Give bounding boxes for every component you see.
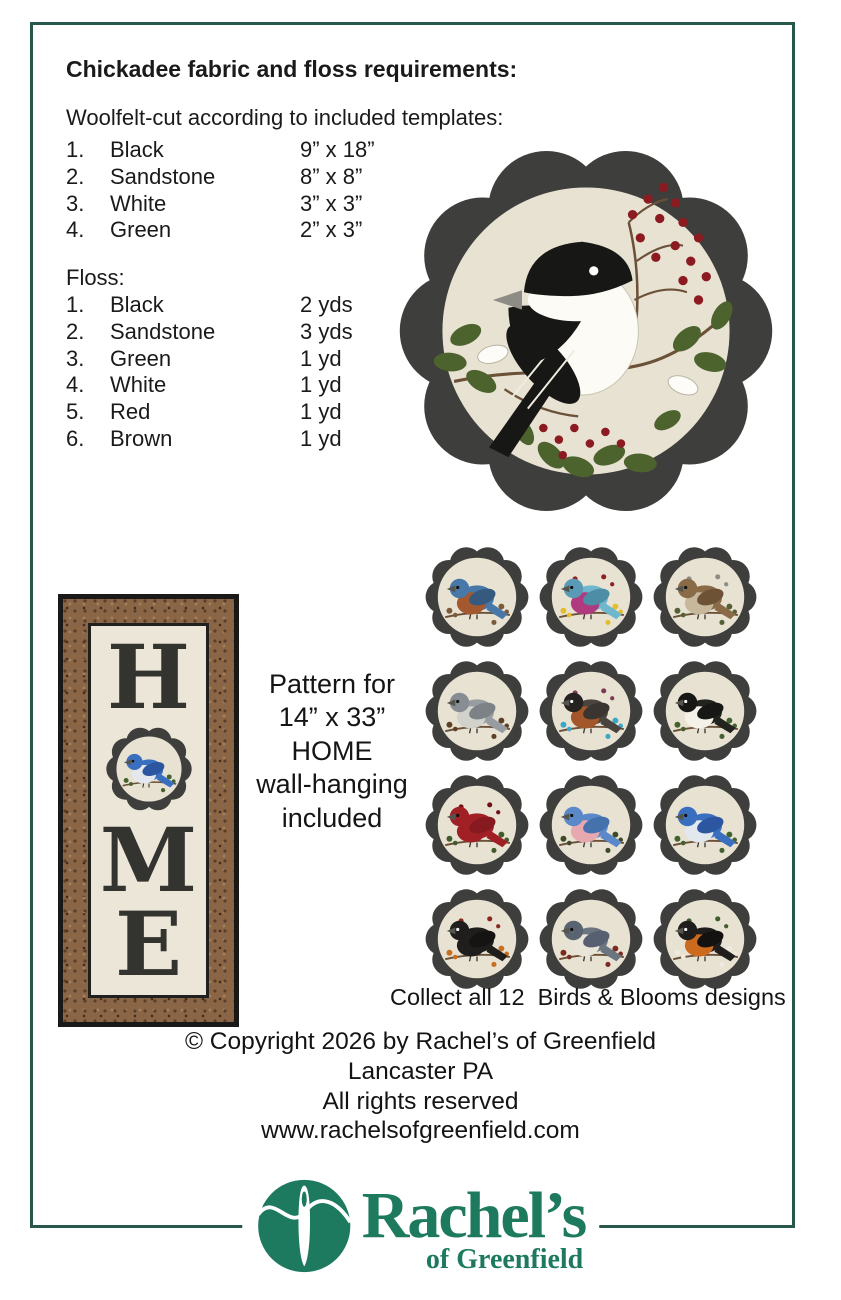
medallion-cardinal-icon <box>424 772 530 878</box>
brand-logo <box>242 1178 600 1274</box>
pattern-note-line: HOME <box>291 735 373 766</box>
floss-heading: Floss: <box>66 265 125 290</box>
rights-line: All rights reserved <box>322 1087 519 1115</box>
brand-subtitle: of Greenfield <box>425 1244 584 1275</box>
floss-item <box>66 345 353 372</box>
item-number: 1. <box>66 137 85 162</box>
floss-item <box>66 318 353 345</box>
medallion-blue-jay-icon <box>652 772 758 878</box>
home-o-medallion-icon <box>105 725 193 813</box>
item-number: 6. <box>66 425 85 451</box>
item-number: 3. <box>66 345 85 371</box>
pattern-note-line: included <box>281 802 383 833</box>
home-hanging-panel <box>88 623 209 998</box>
item-name: Black <box>110 292 164 317</box>
floss-item <box>66 291 353 318</box>
item-name: White <box>110 372 167 398</box>
item-qty: 8” x 8” <box>300 163 363 189</box>
item-qty: 1 yd <box>300 345 342 371</box>
item-qty: 1 yd <box>300 372 342 398</box>
medallion-oriole-icon <box>652 886 758 992</box>
item-number: 1. <box>66 292 85 317</box>
home-letter-e: E <box>114 891 183 996</box>
item-qty: 2” x 3” <box>300 217 363 243</box>
medallion-bird-with-cattails-icon <box>424 658 530 764</box>
item-name: Red <box>110 399 151 425</box>
item-number: 2. <box>66 318 85 344</box>
item-name: Green <box>110 217 172 243</box>
pattern-included-note <box>246 668 418 835</box>
medallion-eastern-bluebird-icon <box>538 772 644 878</box>
item-number: 2. <box>66 163 85 189</box>
item-name: Sandstone <box>110 163 216 189</box>
item-number: 4. <box>66 372 85 398</box>
pattern-note-line: wall-hanging <box>256 769 408 800</box>
copyright-line: © Copyright 2026 by Rachel’s of Greenfield <box>184 1028 657 1055</box>
item-name: Sandstone <box>110 318 216 344</box>
collect-caption: Collect all 12 Birds & Blooms designs <box>390 984 786 1010</box>
pattern-note-line: 14” x 33” <box>278 702 386 733</box>
pattern-note-line: Pattern for <box>268 669 396 699</box>
medallion-hummingbird-icon <box>538 544 644 650</box>
medallion-robin-on-nest-icon <box>538 658 644 764</box>
copyright-block <box>0 1027 841 1146</box>
needle-thread-logo-icon <box>256 1178 352 1274</box>
item-qty: 9” x 18” <box>300 137 375 162</box>
medallion-bluebird-icon <box>424 544 530 650</box>
floss-item <box>66 425 353 452</box>
floss-item <box>66 371 353 398</box>
item-qty: 1 yd <box>300 399 342 425</box>
floss-item <box>66 398 353 425</box>
home-letter-m: M <box>99 808 198 913</box>
item-name: Brown <box>110 425 173 451</box>
home-letter-h: H <box>106 625 191 730</box>
item-number: 3. <box>66 190 85 216</box>
item-qty: 3 yds <box>300 318 353 344</box>
home-hanging-brown-border <box>63 599 234 1022</box>
brand-name: Rachel’s <box>361 1179 586 1252</box>
item-qty: 2 yds <box>300 292 353 317</box>
copyright-city: Lancaster PA <box>347 1057 494 1085</box>
website-url: www.rachelsofgreenfield.com <box>261 1117 580 1145</box>
floss-requirements-list <box>66 264 353 452</box>
page-title: Chickadee fabric and floss requirements: <box>66 56 518 82</box>
item-name: Black <box>110 137 164 162</box>
medallion-wren-on-nest-icon <box>652 544 758 650</box>
item-name: White <box>110 190 167 216</box>
item-name: Green <box>110 345 172 371</box>
medallion-crow-with-pumpkins-icon <box>424 886 530 992</box>
item-qty: 1 yd <box>300 425 342 451</box>
chickadee-medallion-icon <box>392 137 780 525</box>
home-wall-hanging-image <box>58 594 239 1027</box>
designs-grid <box>424 544 758 992</box>
item-number: 5. <box>66 399 85 425</box>
item-number: 4. <box>66 217 85 243</box>
item-qty: 3” x 3” <box>300 190 363 216</box>
brand-wordmark <box>362 1178 586 1274</box>
medallion-titmouse-with-berries-icon <box>538 886 644 992</box>
woolfelt-heading: Woolfelt-cut according to included templates: <box>66 105 504 130</box>
medallion-chickadee-icon <box>652 658 758 764</box>
